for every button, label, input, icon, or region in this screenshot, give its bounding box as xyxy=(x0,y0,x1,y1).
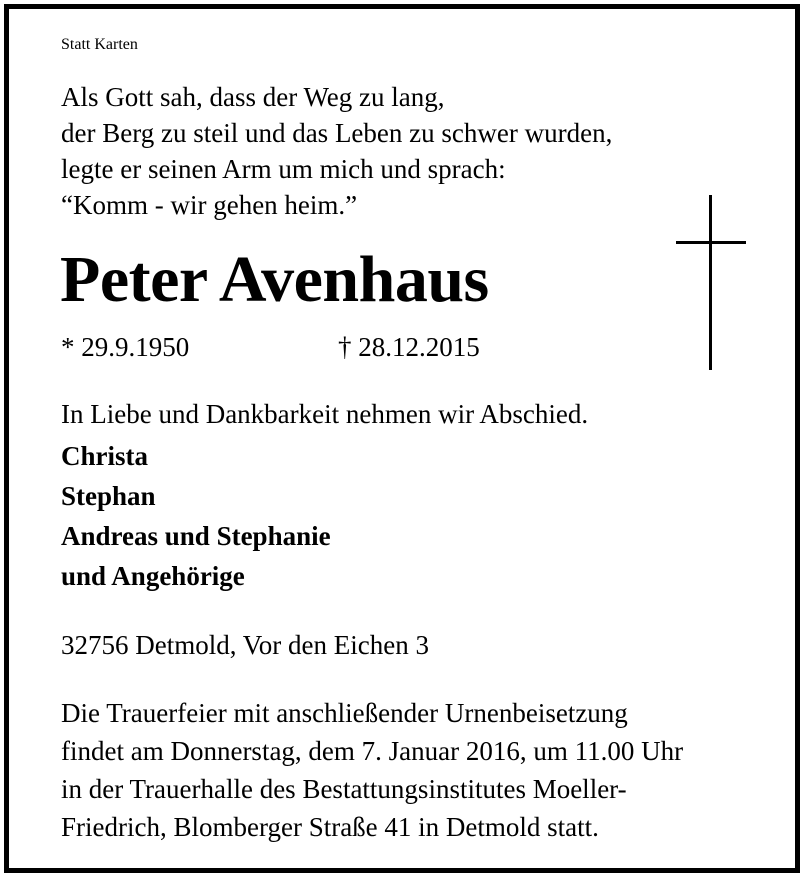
farewell-text: In Liebe und Dankbarkeit nehmen wir Abschied. xyxy=(61,399,589,429)
service-line: Friedrich, Blomberger Straße 41 in Detmold statt. xyxy=(61,812,599,842)
birth-date: * 29.9.1950 xyxy=(61,332,190,362)
mourner-name: Stephan xyxy=(61,481,156,511)
address: 32756 Detmold, Vor den Eichen 3 xyxy=(61,630,429,660)
verse-line: der Berg zu steil und das Leben zu schwer wurden, xyxy=(61,118,613,148)
verse-line: “Komm - wir gehen heim.” xyxy=(61,190,358,220)
mourner-name: Andreas und Stephanie xyxy=(61,521,331,551)
cross-vertical-bar xyxy=(709,195,712,370)
header-label: Statt Karten xyxy=(61,36,138,53)
verse xyxy=(61,79,612,223)
cross-horizontal-bar xyxy=(676,241,746,244)
death-date: † 28.12.2015 xyxy=(338,332,480,362)
verse-line: legte er seinen Arm um mich und sprach: xyxy=(61,154,506,184)
service-line: in der Trauerhalle des Bestattungsinstitutes Moeller- xyxy=(61,774,627,804)
mourner-name: Christa xyxy=(61,441,148,471)
deceased-name: Peter Avenhaus xyxy=(60,243,489,316)
service-line: findet am Donnerstag, dem 7. Januar 2016, um 11.00 Uhr xyxy=(61,736,684,766)
latin-cross-icon xyxy=(676,195,746,370)
mourner-name: und Angehörige xyxy=(61,561,245,591)
service-line: Die Trauerfeier mit anschließender Urnenbeisetzung xyxy=(61,698,628,728)
mourners-list xyxy=(61,436,331,596)
verse-line: Als Gott sah, dass der Weg zu lang, xyxy=(61,82,445,112)
service-info xyxy=(61,694,683,846)
